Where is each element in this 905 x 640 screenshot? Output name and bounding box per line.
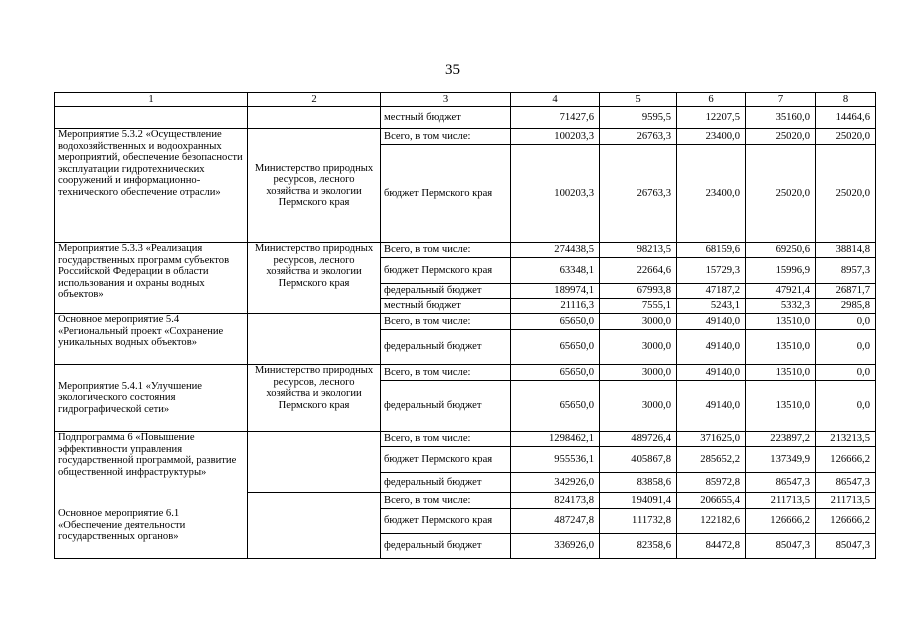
executor — [248, 432, 381, 493]
value-cell: 489726,4 — [600, 432, 677, 447]
value-cell: 65650,0 — [511, 314, 600, 330]
value-cell: 98213,5 — [600, 243, 677, 258]
value-cell: 65650,0 — [511, 330, 600, 365]
value-cell: 13510,0 — [746, 365, 816, 381]
value-cell: 22664,6 — [600, 258, 677, 284]
value-cell: 65650,0 — [511, 365, 600, 381]
table-row — [55, 432, 876, 447]
executor: Министерство природных ресурсов, лесного хозяйства и экологии Пермского края — [248, 365, 381, 432]
executor — [248, 314, 381, 365]
main-activity-6-1: Основное мероприятие 6.1 «Обеспечение деятельности государственных органов» — [55, 493, 248, 559]
value-cell: 26871,7 — [816, 284, 876, 299]
value-cell: 126666,2 — [816, 509, 876, 534]
funding-source: бюджет Пермского края — [381, 145, 511, 243]
funding-source: Всего, в том числе: — [381, 314, 511, 330]
activity-5-3-3: Мероприятие 5.3.3 «Реализация государственных программ субъектов Российской Федерации в области использования и охраны водных объектов» — [55, 243, 248, 314]
value-cell: 63348,1 — [511, 258, 600, 284]
value-cell: 405867,8 — [600, 447, 677, 473]
value-cell: 0,0 — [816, 330, 876, 365]
value-cell: 0,0 — [816, 381, 876, 432]
activity-5-4-1: Мероприятие 5.4.1 «Улучшение экологического состояния гидрографической сети» — [55, 365, 248, 432]
value-cell: 5332,3 — [746, 299, 816, 314]
value-cell: 211713,5 — [816, 493, 876, 509]
value-cell: 0,0 — [816, 365, 876, 381]
value-cell: 23400,0 — [677, 145, 746, 243]
value-cell: 824173,8 — [511, 493, 600, 509]
value-cell: 25020,0 — [816, 145, 876, 243]
value-cell: 25020,0 — [746, 145, 816, 243]
funding-source: федеральный бюджет — [381, 330, 511, 365]
value-cell: 100203,3 — [511, 145, 600, 243]
funding-source: Всего, в том числе: — [381, 243, 511, 258]
value-cell: 8957,3 — [816, 258, 876, 284]
value-cell: 3000,0 — [600, 330, 677, 365]
budget-table — [54, 92, 875, 559]
value-cell: 49140,0 — [677, 314, 746, 330]
executor — [248, 493, 381, 559]
header-row — [55, 93, 876, 107]
main-activity-5-4: Основное мероприятие 5.4 «Региональный проект «Сохранение уникальных водных объектов» — [55, 314, 248, 365]
column-header: 5 — [600, 93, 677, 107]
table-row — [55, 493, 876, 509]
value-cell: 68159,6 — [677, 243, 746, 258]
funding-source: Всего, в том числе: — [381, 129, 511, 145]
value-cell: 85972,8 — [677, 473, 746, 493]
executor: Министерство природных ресурсов, лесного хозяйства и экологии Пермского края — [248, 129, 381, 243]
value-cell: 85047,3 — [816, 534, 876, 559]
value-cell: 7555,1 — [600, 299, 677, 314]
value-cell: 126666,2 — [746, 509, 816, 534]
value-cell: 71427,6 — [511, 107, 600, 129]
value-cell: 15996,9 — [746, 258, 816, 284]
value-cell: 3000,0 — [600, 381, 677, 432]
funding-source: федеральный бюджет — [381, 473, 511, 493]
value-cell: 122182,6 — [677, 509, 746, 534]
value-cell: 26763,3 — [600, 129, 677, 145]
column-header: 1 — [55, 93, 248, 107]
value-cell: 23400,0 — [677, 129, 746, 145]
value-cell: 38814,8 — [816, 243, 876, 258]
value-cell: 1298462,1 — [511, 432, 600, 447]
value-cell: 194091,4 — [600, 493, 677, 509]
funding-source: местный бюджет — [381, 107, 511, 129]
value-cell: 0,0 — [816, 314, 876, 330]
funding-source: федеральный бюджет — [381, 534, 511, 559]
value-cell: 371625,0 — [677, 432, 746, 447]
value-cell: 69250,6 — [746, 243, 816, 258]
value-cell: 3000,0 — [600, 314, 677, 330]
value-cell: 47921,4 — [746, 284, 816, 299]
funding-source: Всего, в том числе: — [381, 432, 511, 447]
value-cell: 47187,2 — [677, 284, 746, 299]
funding-source: местный бюджет — [381, 299, 511, 314]
funding-source: бюджет Пермского края — [381, 509, 511, 534]
value-cell: 285652,2 — [677, 447, 746, 473]
value-cell: 15729,3 — [677, 258, 746, 284]
value-cell: 13510,0 — [746, 330, 816, 365]
value-cell: 189974,1 — [511, 284, 600, 299]
value-cell: 206655,4 — [677, 493, 746, 509]
value-cell: 25020,0 — [746, 129, 816, 145]
value-cell: 26763,3 — [600, 145, 677, 243]
value-cell: 82358,6 — [600, 534, 677, 559]
funding-source: федеральный бюджет — [381, 381, 511, 432]
value-cell: 65650,0 — [511, 381, 600, 432]
column-header: 3 — [381, 93, 511, 107]
value-cell: 49140,0 — [677, 381, 746, 432]
value-cell: 274438,5 — [511, 243, 600, 258]
value-cell: 137349,9 — [746, 447, 816, 473]
value-cell: 100203,3 — [511, 129, 600, 145]
value-cell: 13510,0 — [746, 314, 816, 330]
row-label — [55, 107, 248, 129]
value-cell: 13510,0 — [746, 381, 816, 432]
funding-source: Всего, в том числе: — [381, 365, 511, 381]
row-executor — [248, 107, 381, 129]
page-number: 35 — [445, 62, 460, 78]
value-cell: 5243,1 — [677, 299, 746, 314]
value-cell: 955536,1 — [511, 447, 600, 473]
value-cell: 126666,2 — [816, 447, 876, 473]
value-cell: 49140,0 — [677, 365, 746, 381]
funding-source: бюджет Пермского края — [381, 447, 511, 473]
value-cell: 213213,5 — [816, 432, 876, 447]
table-row — [55, 365, 876, 381]
value-cell: 67993,8 — [600, 284, 677, 299]
funding-source: федеральный бюджет — [381, 284, 511, 299]
value-cell: 3000,0 — [600, 365, 677, 381]
value-cell: 84472,8 — [677, 534, 746, 559]
executor: Министерство природных ресурсов, лесного хозяйства и экологии Пермского края — [248, 243, 381, 314]
table-row — [55, 129, 876, 145]
activity-5-3-2: Мероприятие 5.3.2 «Осуществление водохозяйственных и водоохранных мероприятий, обеспечение безопасности эксплуатации гидротехнических сооружений и информационно-технического обеспечение отрасли» — [55, 129, 248, 243]
subprogram-6: Подпрограмма 6 «Повышение эффективности управления государственной программой, развитие общественной инфраструктуры» — [55, 432, 248, 493]
value-cell: 49140,0 — [677, 330, 746, 365]
value-cell: 336926,0 — [511, 534, 600, 559]
value-cell: 83858,6 — [600, 473, 677, 493]
value-cell: 487247,8 — [511, 509, 600, 534]
table-row — [55, 107, 876, 129]
value-cell: 21116,3 — [511, 299, 600, 314]
column-header: 4 — [511, 93, 600, 107]
value-cell: 85047,3 — [746, 534, 816, 559]
value-cell: 86547,3 — [816, 473, 876, 493]
value-cell: 9595,5 — [600, 107, 677, 129]
value-cell: 342926,0 — [511, 473, 600, 493]
value-cell: 14464,6 — [816, 107, 876, 129]
column-header: 2 — [248, 93, 381, 107]
value-cell: 86547,3 — [746, 473, 816, 493]
funding-source: Всего, в том числе: — [381, 493, 511, 509]
value-cell: 211713,5 — [746, 493, 816, 509]
column-header: 8 — [816, 93, 876, 107]
table-row — [55, 314, 876, 330]
value-cell: 35160,0 — [746, 107, 816, 129]
column-header: 7 — [746, 93, 816, 107]
value-cell: 111732,8 — [600, 509, 677, 534]
funding-source: бюджет Пермского края — [381, 258, 511, 284]
column-header: 6 — [677, 93, 746, 107]
value-cell: 2985,8 — [816, 299, 876, 314]
table-row — [55, 243, 876, 258]
value-cell: 12207,5 — [677, 107, 746, 129]
value-cell: 25020,0 — [816, 129, 876, 145]
value-cell: 223897,2 — [746, 432, 816, 447]
